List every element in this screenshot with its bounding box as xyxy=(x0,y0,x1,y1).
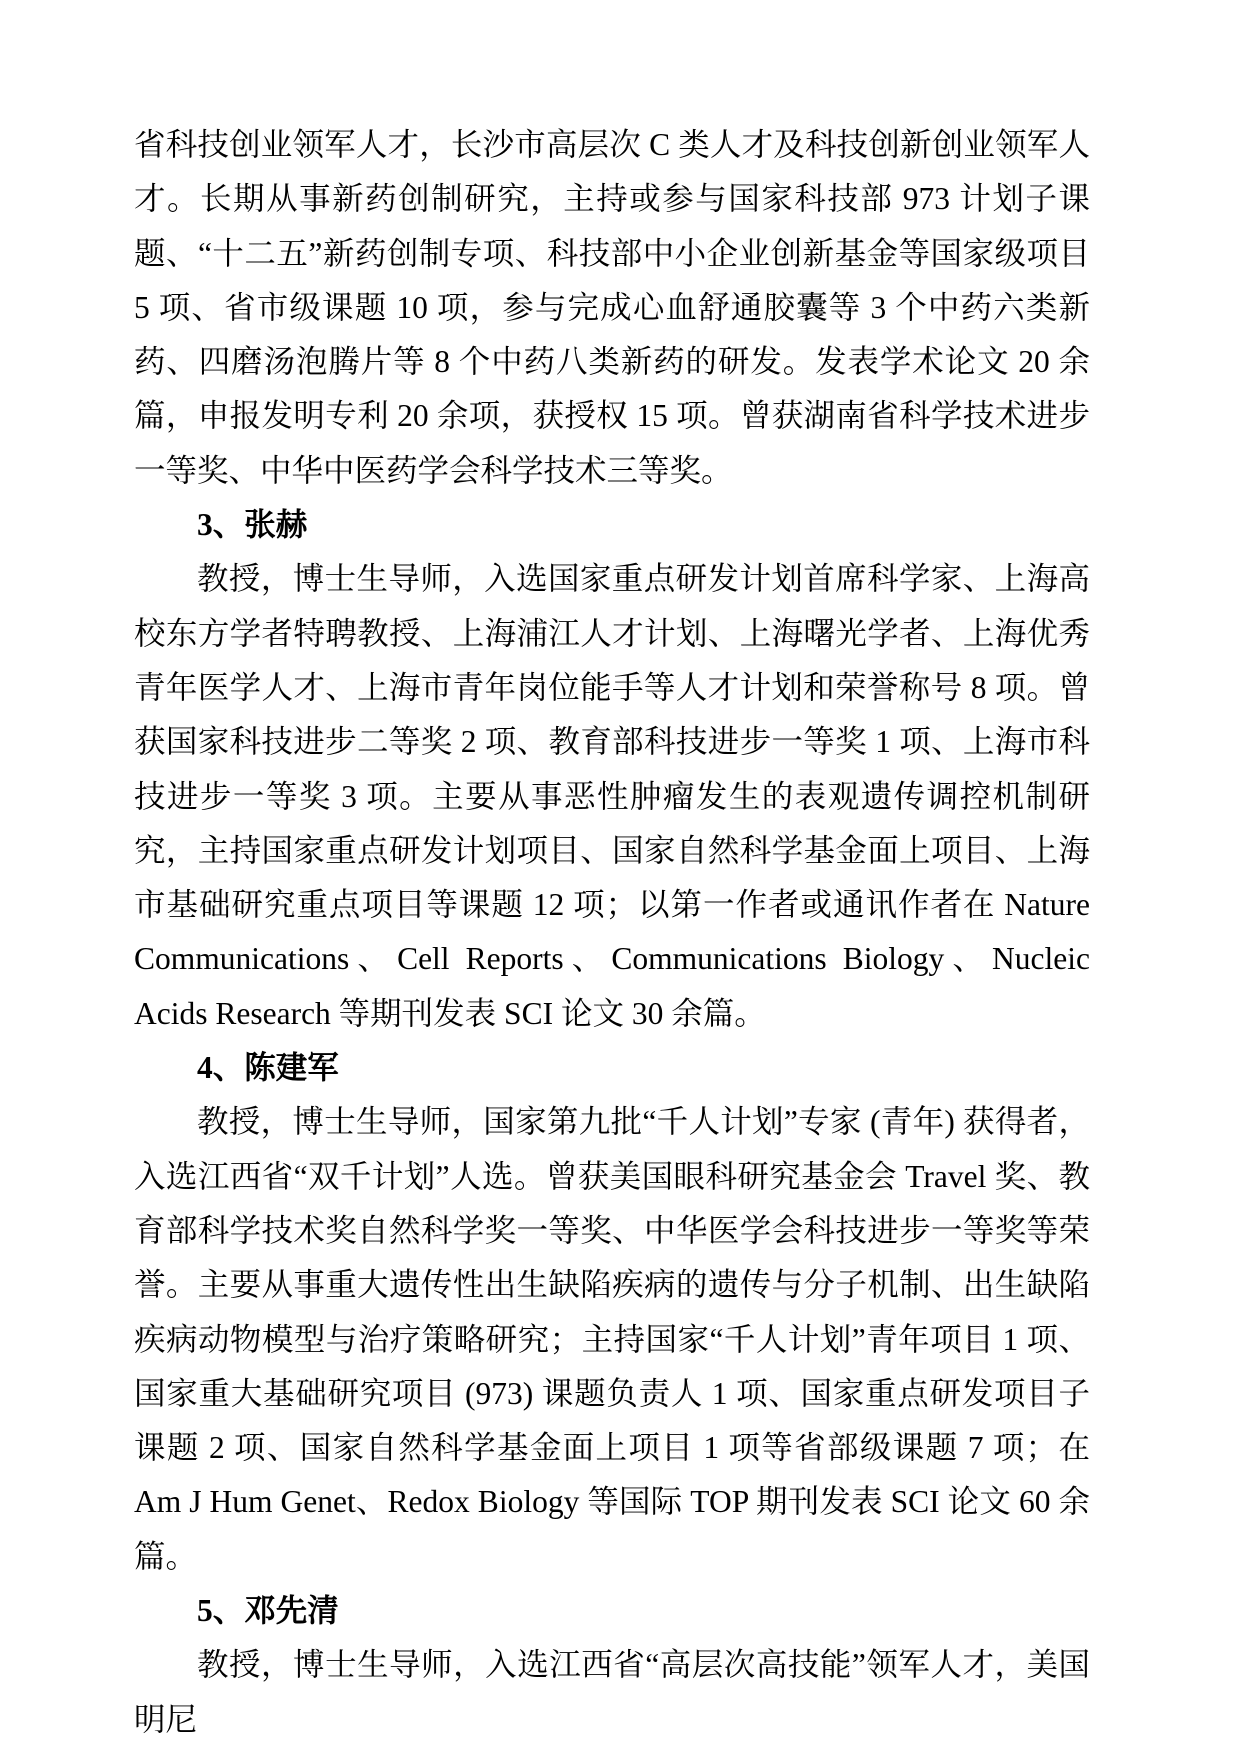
paragraph-deng-xianqing-bio: 教授，博士生导师，入选江西省“高层次高技能”领军人才，美国明尼 xyxy=(134,1647,1090,1737)
paragraph-continuation-bio: 省科技创业领军人才，长沙市高层次 C 类人才及科技创新创业领军人才。长期从事新药创制研究，主持或参与国家科技部 973 计划子课题、“十二五”新药创制专项、科技部中小企业创新基金等国家级项目 5 项、省市级课题 10 项，参与完成心血舒通胶囊等 3 个中药六类新药、四磨汤泡腾片等 8 个中药八类新药的研发。发表学术论文 20 余篇，申报发明专利 20 余项，获授权 15 项。曾获湖南省科学技术进步一等奖、中华中医药学会科学技术三等奖。 xyxy=(134,127,1090,488)
paragraph-zhang-he-bio: 教授，博士生导师，入选国家重点研发计划首席科学家、上海高校东方学者特聘教授、上海浦江人才计划、上海曙光学者、上海优秀青年医学人才、上海市青年岗位能手等人才计划和荣誉称号 8 项。曾获国家科技进步二等奖 2 项、教育部科技进步一等奖 1 项、上海市科技进步一等奖 3 项。主要从事恶性肿瘤发生的表观遗传调控机制研究，主持国家重点研发计划项目、国家自然科学基金面上项目、上海市基础研究重点项目等课题 12 项；以第一作者或通讯作者在 Nature Communications、Cell Reports、Communications Biology、Nucleic Acids Research 等期刊发表 SCI 论文 30 余篇。 xyxy=(134,561,1090,1031)
page-content xyxy=(134,118,1090,1747)
heading-item-4-chen-jianjun: 4、陈建军 xyxy=(197,1050,339,1086)
paragraph-chen-jianjun-bio: 教授，博士生导师，国家第九批“千人计划”专家 (青年) 获得者，入选江西省“双千计划”人选。曾获美国眼科研究基金会 Travel 奖、教育部科学技术奖自然科学奖一等奖、中华医学会科技进步一等奖等荣誉。主要从事重大遗传性出生缺陷疾病的遗传与分子机制、出生缺陷疾病动物模型与治疗策略研究；主持国家“千人计划”青年项目 1 项、国家重大基础研究项目 (973) 课题负责人 1 项、国家重点研发项目子课题 2 项、国家自然科学基金面上项目 1 项等省部级课题 7 项；在 Am J Hum Genet、Redox Biology 等国际 TOP 期刊发表 SCI 论文 60 余篇。 xyxy=(134,1104,1090,1574)
heading-item-3-zhang-he: 3、张赫 xyxy=(197,507,308,543)
heading-item-5-deng-xianqing: 5、邓先清 xyxy=(197,1593,339,1629)
